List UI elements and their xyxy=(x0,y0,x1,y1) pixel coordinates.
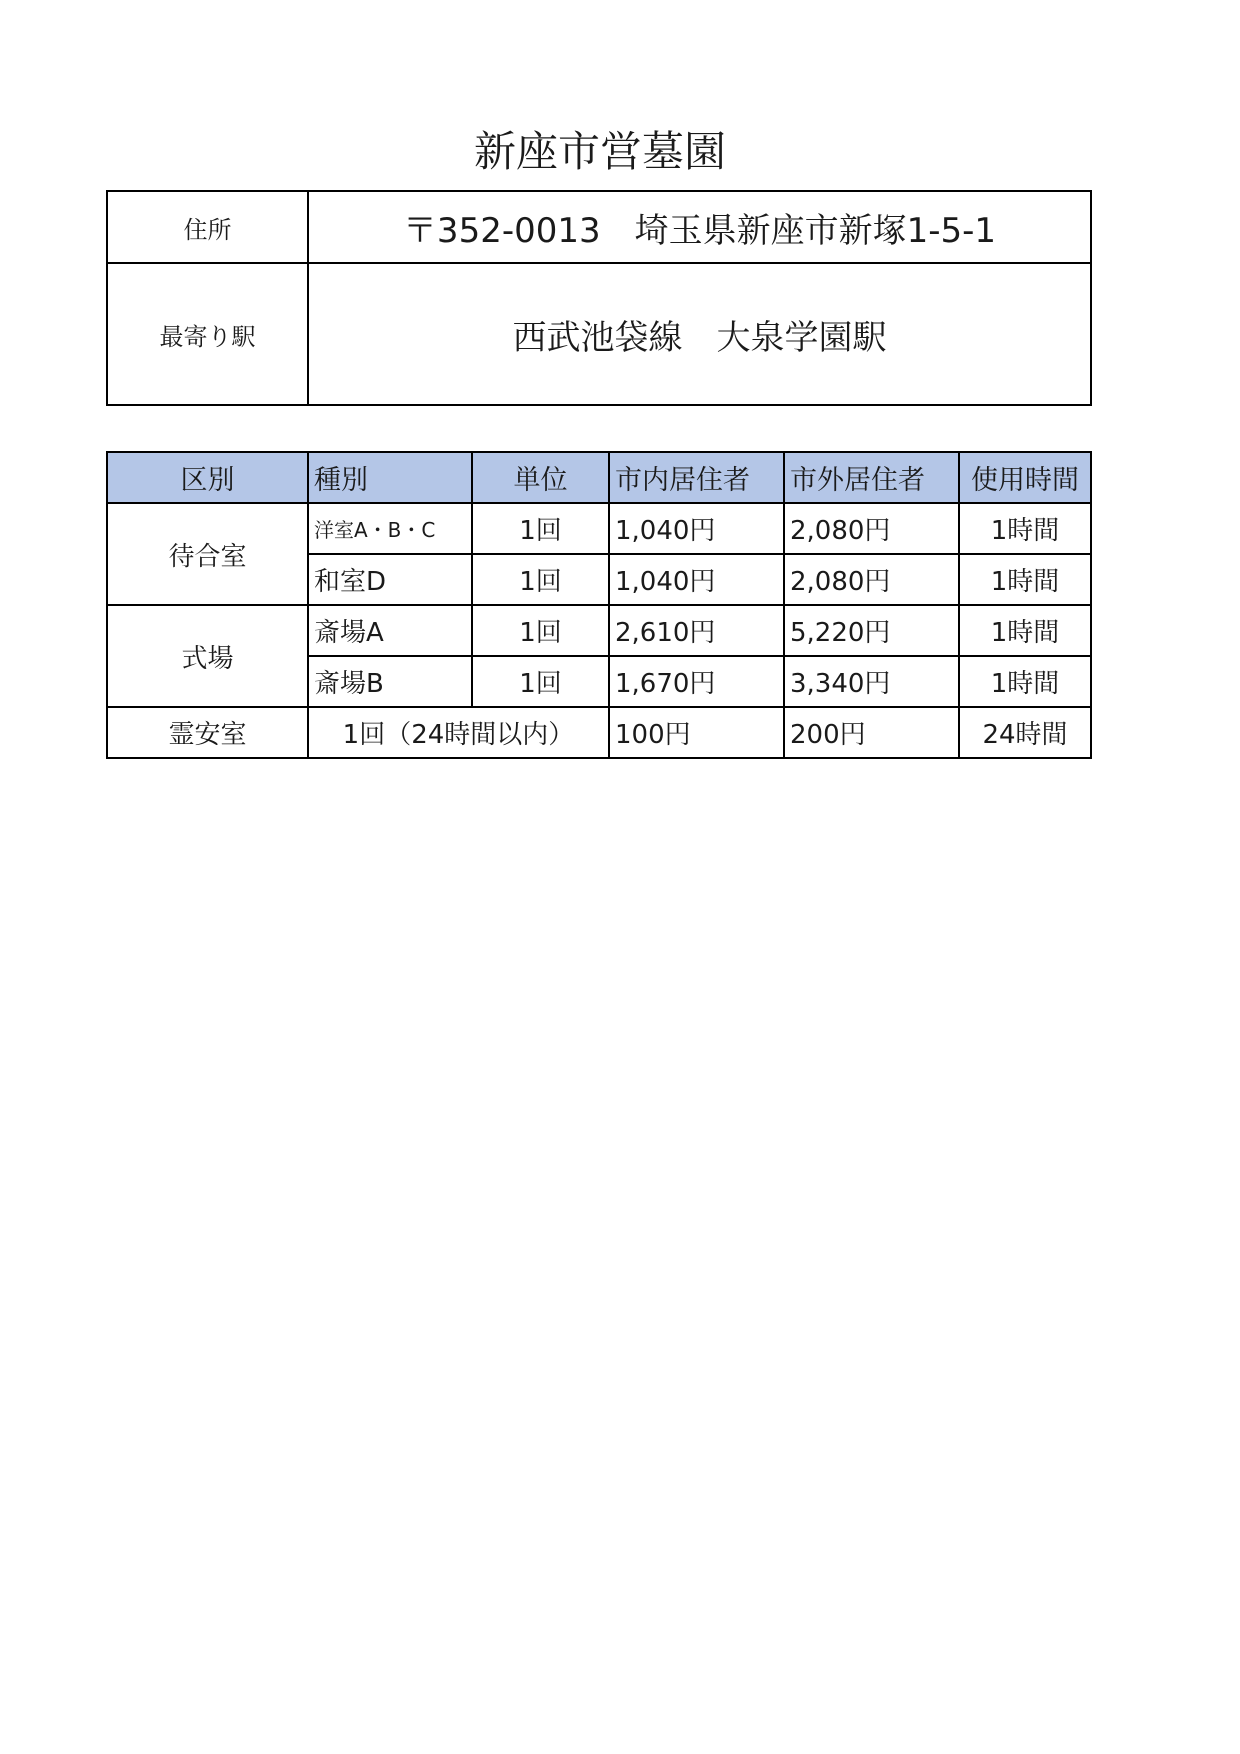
address-row xyxy=(107,191,1091,263)
usage-time-cell: 1時間 xyxy=(959,605,1091,656)
table-row xyxy=(107,605,1091,656)
type-cell: 斎場A xyxy=(308,605,472,656)
type-cell: 洋室A・B・C xyxy=(308,503,472,554)
column-header-type: 種別 xyxy=(308,452,472,503)
page-title: 新座市営墓園 xyxy=(473,127,726,176)
category-cell-mortuary: 霊安室 xyxy=(107,707,308,758)
nonresident-fee-cell: 5,220円 xyxy=(784,605,959,656)
column-header-unit: 単位 xyxy=(472,452,609,503)
unit-cell: 1回 xyxy=(472,503,609,554)
station-row xyxy=(107,263,1091,405)
column-header-usage-time: 使用時間 xyxy=(959,452,1091,503)
address-label: 住所 xyxy=(107,191,308,263)
nonresident-fee-cell: 200円 xyxy=(784,707,959,758)
fee-table-header-row xyxy=(107,452,1091,503)
table-row xyxy=(107,503,1091,554)
unit-cell: 1回 xyxy=(472,605,609,656)
type-unit-cell: 1回（24時間以内） xyxy=(308,707,609,758)
nonresident-fee-cell: 2,080円 xyxy=(784,503,959,554)
unit-cell: 1回 xyxy=(472,554,609,605)
type-cell: 斎場B xyxy=(308,656,472,707)
usage-time-cell: 1時間 xyxy=(959,554,1091,605)
station-label: 最寄り駅 xyxy=(107,263,308,405)
usage-time-cell: 1時間 xyxy=(959,656,1091,707)
usage-time-cell: 1時間 xyxy=(959,503,1091,554)
category-cell-ceremony-hall: 式場 xyxy=(107,605,308,707)
address-value: 〒352-0013 埼玉県新座市新塚1-5-1 xyxy=(308,191,1091,263)
table-row xyxy=(107,707,1091,758)
resident-fee-cell: 1,670円 xyxy=(609,656,784,707)
usage-time-cell: 24時間 xyxy=(959,707,1091,758)
column-header-nonresident-fee: 市外居住者 xyxy=(784,452,959,503)
column-header-category: 区別 xyxy=(107,452,308,503)
unit-cell: 1回 xyxy=(472,656,609,707)
category-cell-waiting-room: 待合室 xyxy=(107,503,308,605)
resident-fee-cell: 100円 xyxy=(609,707,784,758)
fee-table xyxy=(106,451,1092,759)
nonresident-fee-cell: 2,080円 xyxy=(784,554,959,605)
facility-info-table xyxy=(106,190,1092,406)
type-cell: 和室D xyxy=(308,554,472,605)
nonresident-fee-cell: 3,340円 xyxy=(784,656,959,707)
resident-fee-cell: 1,040円 xyxy=(609,554,784,605)
column-header-resident-fee: 市内居住者 xyxy=(609,452,784,503)
resident-fee-cell: 2,610円 xyxy=(609,605,784,656)
resident-fee-cell: 1,040円 xyxy=(609,503,784,554)
station-value: 西武池袋線 大泉学園駅 xyxy=(308,263,1091,405)
